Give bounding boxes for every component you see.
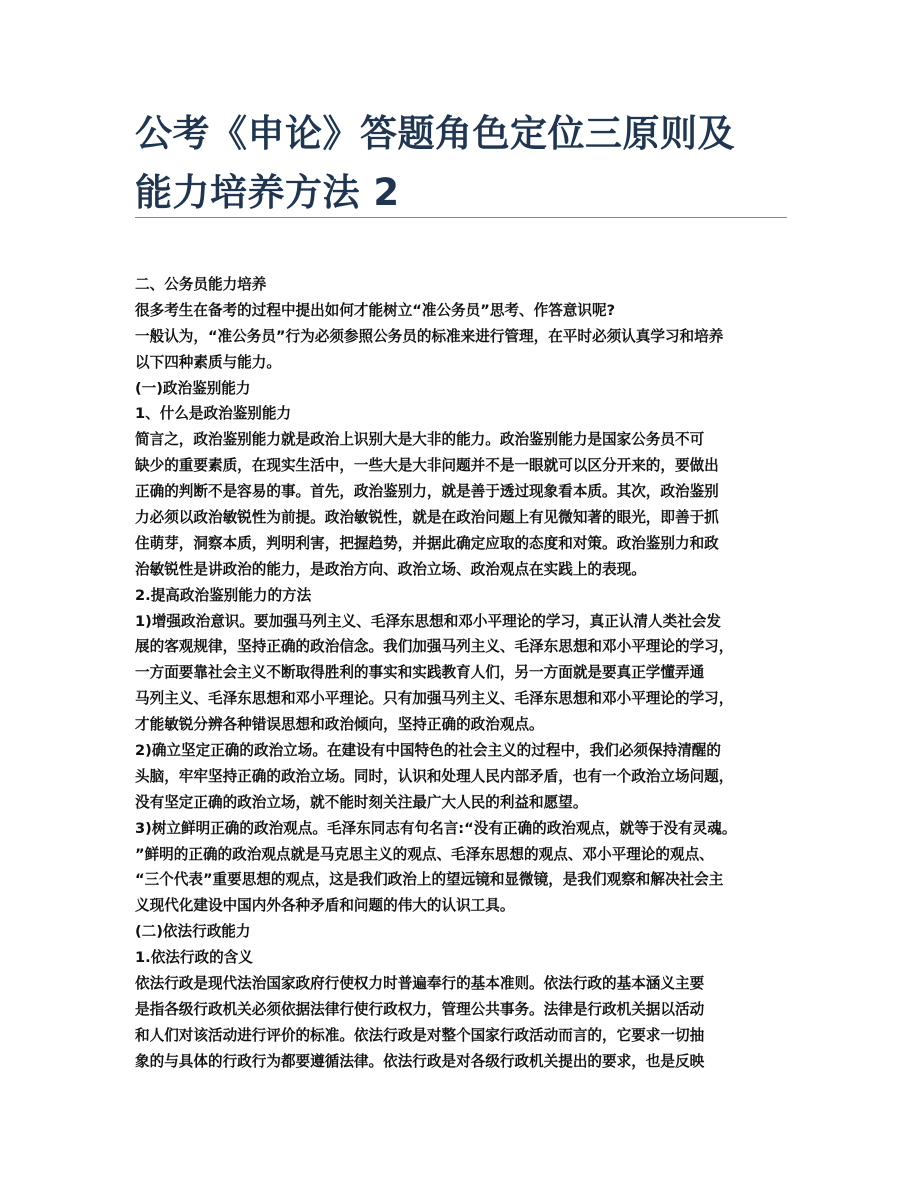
paragraph-line: 一般认为，“准公务员”行为必须参照公务员的标准来进行管理，在平时必须认真学习和培养	[135, 327, 724, 345]
subsection-heading: 2.提高政治鉴别能力的方法	[135, 586, 312, 604]
paragraph-line: 依法行政是现代法治国家政府行使权力时普遍奉行的基本准则。依法行政的基本涵义主要	[135, 975, 705, 993]
subsection-heading: (二)依法行政能力	[135, 923, 251, 941]
paragraph-line: 头脑，牢牢坚持正确的政治立场。同时，认识和处理人民内部矛盾，也有一个政治立场问题，	[135, 767, 734, 785]
paragraph-line: 义现代化建设中国内外各种矛盾和问题的伟大的认识工具。	[135, 897, 515, 915]
paragraph-line: 缺少的重要素质，在现实生活中，一些大是大非问题并不是一眼就可以区分开来的，要做出	[135, 457, 719, 475]
title-line-1: 公考《申论》答题角色定位三原则及	[135, 112, 735, 155]
paragraph-line: 1)增强政治意识。要加强马列主义、毛泽东思想和邓小平理论的学习，真正认清人类社会发	[135, 612, 721, 630]
subsection-heading: 1.依法行政的含义	[135, 949, 253, 967]
paragraph-line: 治敏锐性是讲政治的能力，是政治方向、政治立场、政治观点在实践上的表现。	[135, 560, 646, 578]
paragraph-line: 以下四种素质与能力。	[135, 353, 281, 371]
paragraph-line: 马列主义、毛泽东思想和邓小平理论。只有加强马列主义、毛泽东思想和邓小平理论的学习，	[135, 690, 734, 708]
paragraph-line: 很多考生在备考的过程中提出如何才能树立“准公务员”思考、作答意识呢?	[135, 301, 616, 319]
paragraph-line: 才能敏锐分辨各种错误思想和政治倾向，坚持正确的政治观点。	[135, 716, 544, 734]
subsection-heading: (一)政治鉴别能力	[135, 379, 251, 397]
paragraph-line: 简言之，政治鉴别能力就是政治上识别大是大非的能力。政治鉴别能力是国家公务员不可	[135, 431, 705, 449]
paragraph-line: 没有坚定正确的政治立场，就不能时刻关注最广大人民的利益和愿望。	[135, 793, 588, 811]
paragraph-line: “三个代表”重要思想的观点，这是我们政治上的望远镜和显微镜，是我们观察和解决社会主	[135, 871, 724, 889]
paragraph-line: 是指各级行政机关必须依据法律行使行政权力，管理公共事务。法律是行政机关据以活动	[135, 1000, 705, 1018]
subsection-heading: 1、什么是政治鉴别能力	[135, 405, 292, 423]
paragraph-line: 3)树立鲜明正确的政治观点。毛泽东同志有句名言:“没有正确的政治观点，就等于没有灵魂。	[135, 819, 737, 837]
document-body	[135, 272, 785, 1075]
paragraph-line: 2)确立坚定正确的政治立场。在建设有中国特色的社会主义的过程中，我们必须保持清醒的	[135, 742, 721, 760]
paragraph-line: 一方面要靠社会主义不断取得胜利的事实和实践教育人们，另一方面就是要真正学懂弄通	[135, 664, 705, 682]
paragraph-line: 和人们对该活动进行评价的标准。依法行政是对整个国家行政活动而言的，它要求一切抽	[135, 1026, 705, 1044]
paragraph-line: ”鲜明的正确的政治观点就是马克思主义的观点、毛泽东思想的观点、邓小平理论的观点、	[135, 845, 714, 863]
paragraph-line: 展的客观规律，坚持正确的政治信念。我们加强马列主义、毛泽东思想和邓小平理论的学习，	[135, 638, 734, 656]
paragraph-line: 力必须以政治敏锐性为前提。政治敏锐性，就是在政治问题上有见微知著的眼光，即善于抓	[135, 509, 719, 527]
section-heading: 二、公务员能力培养	[135, 276, 267, 293]
title-divider	[135, 217, 787, 218]
paragraph-line: 住萌芽，洞察本质，判明利害，把握趋势，并据此确定应取的态度和对策。政治鉴别力和政	[135, 534, 719, 552]
paragraph-line: 象的与具体的行政行为都要遵循法律。依法行政是对各级行政机关提出的要求，也是反映	[135, 1052, 705, 1070]
document-title	[135, 104, 787, 222]
paragraph-line: 正确的判断不是容易的事。首先，政治鉴别力，就是善于透过现象看本质。其次，政治鉴别	[135, 483, 719, 501]
title-line-2: 能力培养方法 2	[135, 171, 400, 214]
